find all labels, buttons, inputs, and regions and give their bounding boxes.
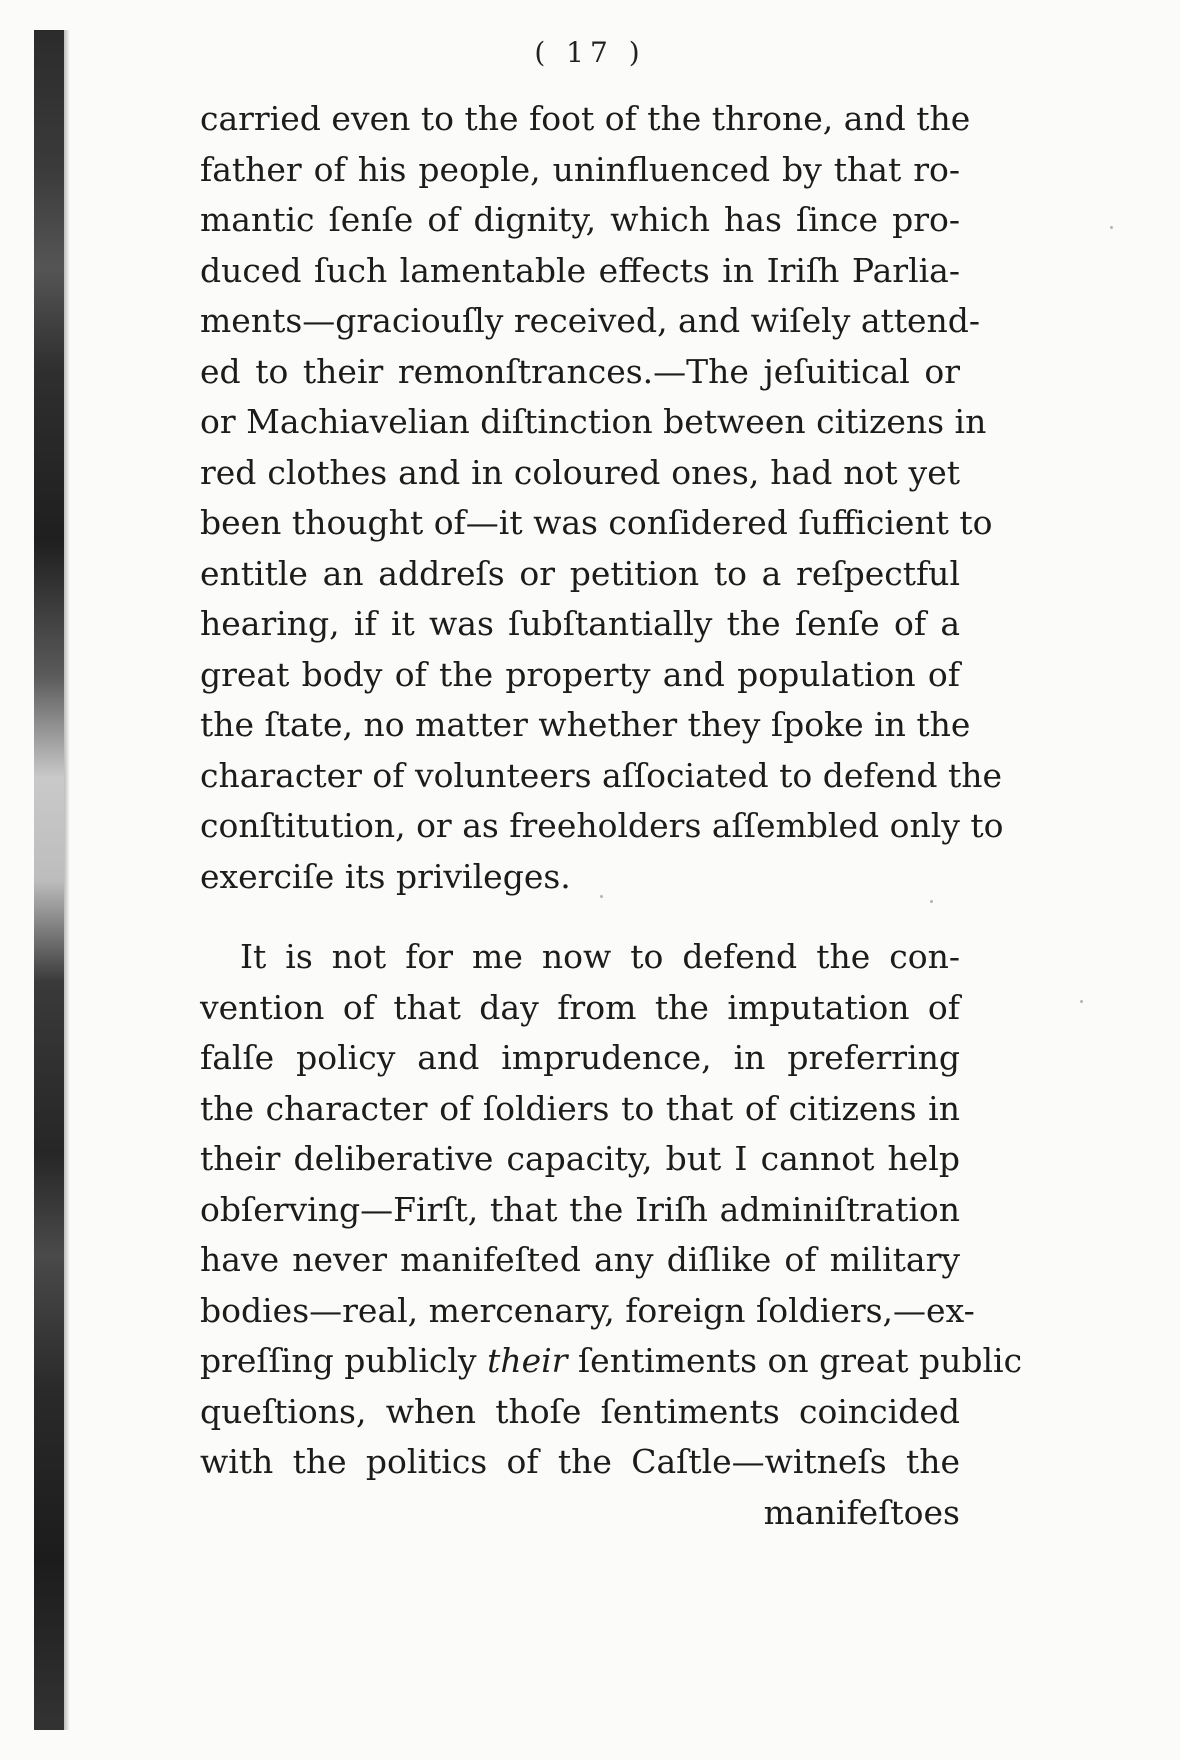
text-line: conſtitution, or as freeholders aſſembled only to	[200, 806, 1004, 845]
text-line: been thought of—it was conſidered ſufficient to	[200, 503, 993, 542]
text-line: duced ſuch lamentable effects in Iriſh Parlia-	[200, 250, 960, 290]
text-line: have never manifeſted any diſlike of military	[200, 1240, 960, 1279]
paragraph-2	[200, 932, 1023, 1538]
text-line: character of volunteers aſſociated to defend the	[200, 755, 1003, 795]
text-line: entitle an addreſs or petition to a reſpectful	[200, 553, 960, 593]
text-line: with the politics of the Caſtle—witneſs the	[200, 1442, 960, 1481]
text-line: falſe policy and imprudence, in preferring	[200, 1038, 960, 1077]
text-line: bodies—real, mercenary, foreign ſoldiers,—ex-	[200, 1290, 975, 1330]
italic-word: their	[487, 1341, 568, 1380]
scan-speck	[930, 900, 933, 903]
text-line: red clothes and in coloured ones, had not yet	[200, 452, 960, 492]
text-line: vention of that day from the imputation of	[200, 987, 960, 1027]
text-segment: ſentiments on great public	[577, 1341, 1023, 1380]
text-line: or Machiavelian diſtinction between citizens in	[200, 402, 987, 441]
text-line: great body of the property and population of	[200, 654, 960, 694]
text-line: father of his people, uninfluenced by that ro-	[200, 149, 960, 189]
text-line: carried even to the foot of the throne, and the	[200, 99, 971, 138]
text-line: exerciſe its privileges.	[200, 856, 571, 896]
text-line: the ſtate, no matter whether they ſpoke in the	[200, 705, 971, 744]
text-line: mantic ſenſe of dignity, which has ſince pro-	[200, 200, 960, 239]
page-number: ( 17 )	[534, 36, 646, 69]
text-line: hearing, if it was ſubſtantially the ſenſe of a	[200, 604, 960, 643]
text-line: It is not for me now to defend the con-	[240, 937, 960, 976]
text-line: their deliberative capacity, but I cannot help	[200, 1139, 960, 1178]
scan-speck	[1080, 1000, 1083, 1003]
binding-shadow	[64, 30, 70, 1730]
text-segment: preſſing publicly	[200, 1341, 477, 1380]
book-binding-strip	[34, 30, 64, 1730]
text-line: obſerving—Firſt, that the Iriſh adminiſtration	[200, 1189, 960, 1229]
text-line: ments—graciouſly received, and wiſely attend-	[200, 301, 981, 340]
scan-speck	[600, 895, 603, 898]
scan-speck	[1110, 226, 1113, 229]
catchword: manifeſtoes	[763, 1492, 960, 1532]
text-line: ed to their remonſtrances.—The jeſuitical or	[200, 351, 960, 391]
text-line: queſtions, when thoſe ſentiments coincided	[200, 1391, 960, 1431]
paragraph-1	[200, 94, 1004, 902]
text-line: the character of ſoldiers to that of citizens in	[200, 1088, 960, 1128]
text-line-with-italic	[200, 1336, 1023, 1387]
